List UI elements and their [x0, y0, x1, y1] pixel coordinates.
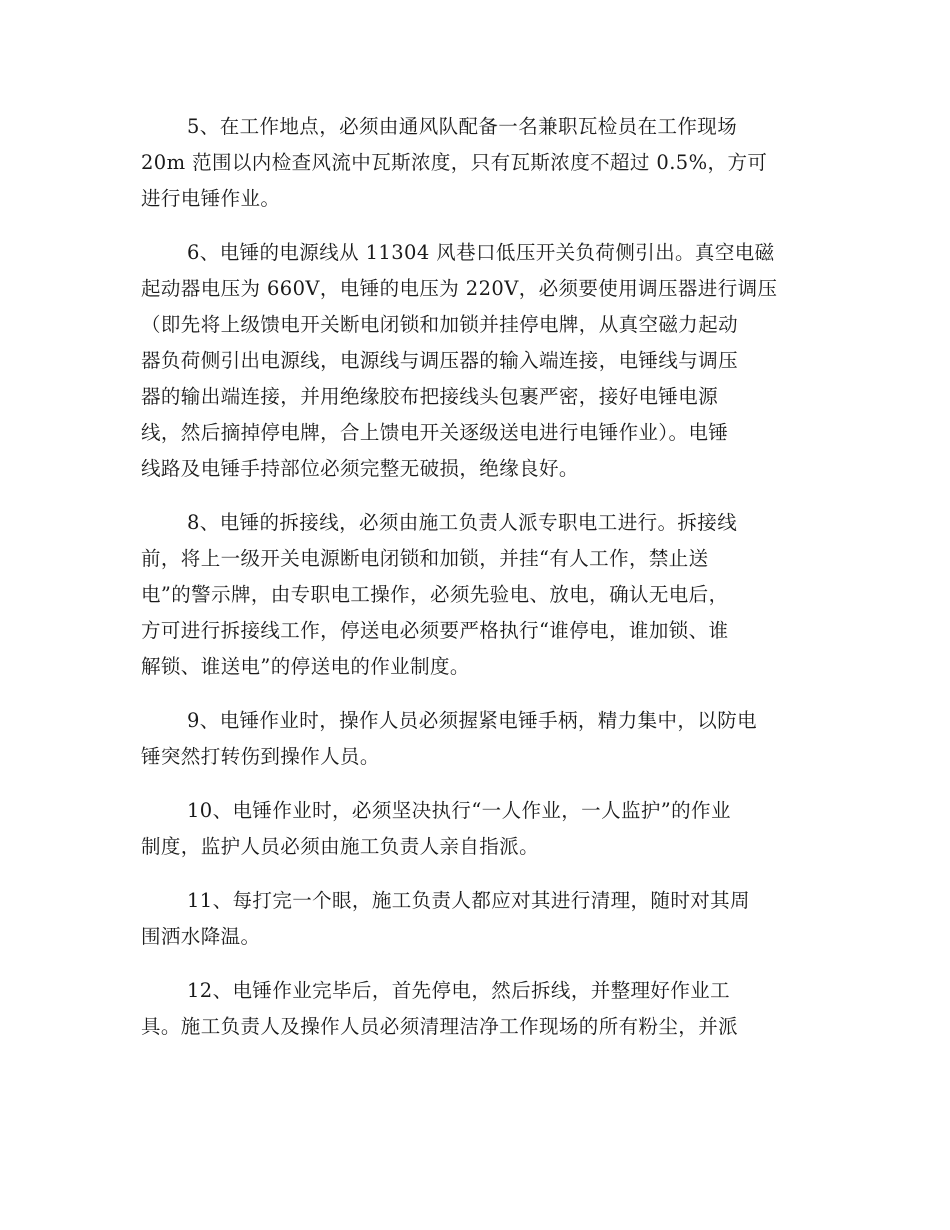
paragraph-line: 起动器电压为 660V，电锤的电压为 220V，必须要使用调压器进行调压	[141, 277, 778, 300]
paragraph-line: 6、电锤的电源线从 11304 风巷口低压开关负荷侧引出。真空电磁	[187, 241, 775, 264]
paragraph-line: 9、电锤作业时，操作人员必须握紧电锤手柄，精力集中，以防电	[187, 709, 758, 732]
paragraph-line: 锤突然打转伤到操作人员。	[141, 745, 380, 768]
paragraph-line: 电”的警示牌，由专职电工操作，必须先验电、放电，确认无电后，	[141, 583, 729, 606]
paragraph-line: 12、电锤作业完毕后，首先停电，然后拆线，并整理好作业工	[187, 979, 731, 1002]
paragraph-line: 前，将上一级开关电源断电闭锁和加锁，并挂“有人工作，禁止送	[141, 547, 709, 570]
paragraph-line: 20m 范围以内检查风流中瓦斯浓度，只有瓦斯浓度不超过 0.5%，方可	[141, 151, 768, 174]
paragraph-line: （即先将上级馈电开关断电闭锁和加锁并挂停电牌，从真空磁力起动	[141, 313, 739, 336]
paragraph-line: 解锁、谁送电”的停送电的作业制度。	[141, 655, 470, 678]
paragraph-line: 制度，监护人员必须由施工负责人亲自指派。	[141, 835, 540, 858]
paragraph-line: 线路及电锤手持部位必须完整无破损，绝缘良好。	[141, 457, 579, 480]
paragraph-line: 10、电锤作业时，必须坚决执行“一人作业，一人监护”的作业	[187, 799, 731, 822]
paragraph-line: 8、电锤的拆接线，必须由施工负责人派专职电工进行。拆接线	[187, 511, 738, 534]
paragraph-line: 器的输出端连接，并用绝缘胶布把接线头包裹严密，接好电锤电源	[141, 385, 719, 408]
paragraph-line: 11、每打完一个眼，施工负责人都应对其进行清理，随时对其周	[187, 889, 750, 912]
paragraph-line: 具。施工负责人及操作人员必须清理洁净工作现场的所有粉尘，并派	[141, 1015, 739, 1038]
paragraph-line: 进行电锤作业。	[141, 187, 281, 210]
paragraph-line: 5、在工作地点，必须由通风队配备一名兼职瓦检员在工作现场	[187, 115, 738, 138]
paragraph-line: 方可进行拆接线工作，停送电必须要严格执行“谁停电，谁加锁、谁	[141, 619, 729, 642]
paragraph-line: 器负荷侧引出电源线，电源线与调压器的输入端连接，电锤线与调压	[141, 349, 739, 372]
paragraph-line: 围洒水降温。	[141, 925, 261, 948]
paragraph-line: 线，然后摘掉停电牌，合上馈电开关逐级送电进行电锤作业）。电锤	[141, 421, 729, 444]
